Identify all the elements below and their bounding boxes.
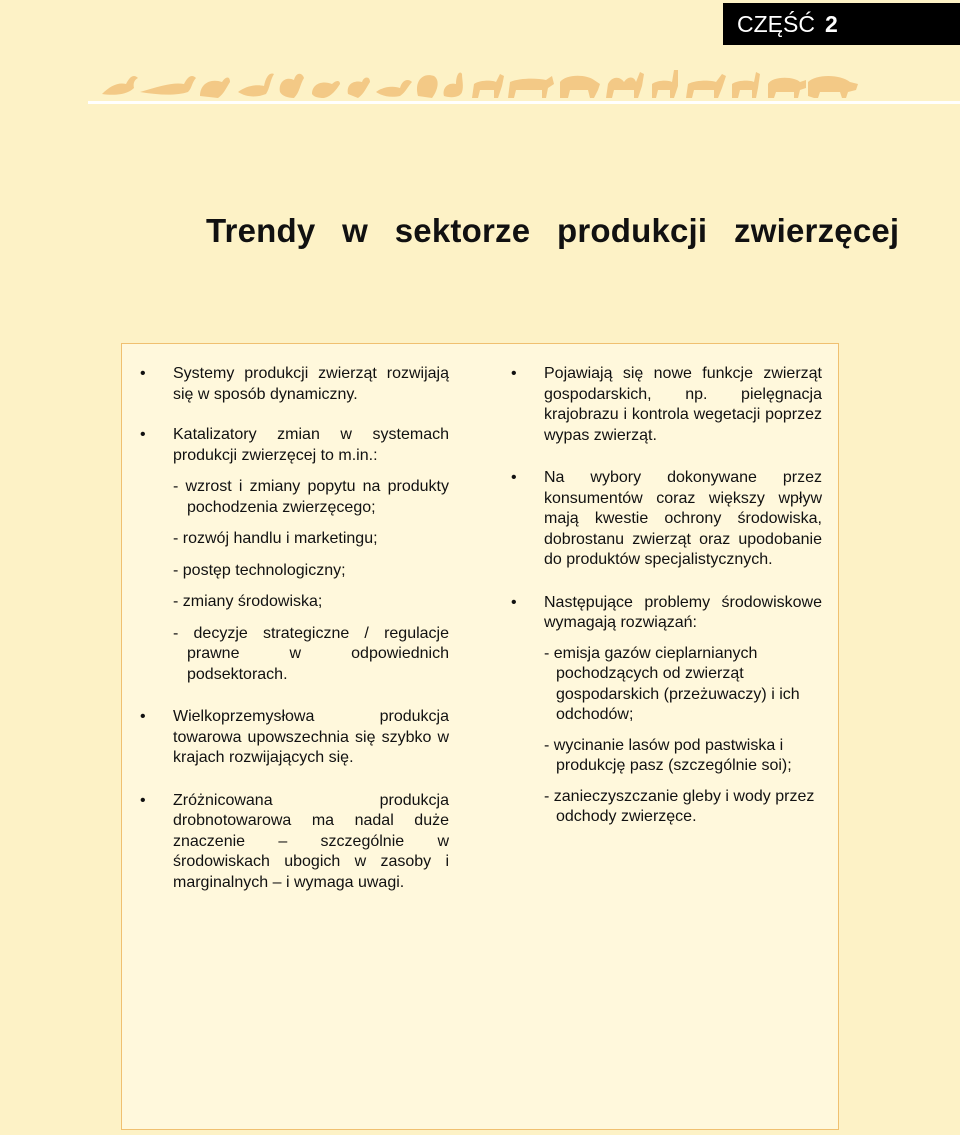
bullet-icon: • — [140, 708, 146, 725]
bullet-icon: • — [140, 791, 146, 809]
sub-item: - zanieczyszczanie gleby i wody przez odchody zwierzęce. — [544, 787, 815, 825]
rooster-icon — [280, 74, 304, 98]
sub-item: - emisja gazów cieplarnianych pochodzących od zwierząt gospodarskich (przeżuwaczy) i ich odchodów; — [544, 644, 800, 723]
cow-icon — [508, 76, 554, 98]
part-number: 2 — [824, 11, 838, 37]
duck-icon — [376, 80, 412, 97]
guinea-fowl-icon — [312, 81, 340, 98]
donkey-icon — [732, 72, 760, 98]
bullet-text: Zróżnicowana produkcja drobnotowarowa ma nadal duże znaczenie – szczególnie w środowiskach ubogich w zasoby i marginalnych – i wymaga uwagi. — [173, 791, 449, 891]
buffalo-icon — [560, 76, 600, 98]
goat-icon — [472, 74, 504, 98]
bullet-text: Pojawiają się nowe funkcje zwierząt gospodarskich, np. pielęgnacja krajobrazu i kontrola wegetacji poprzez wypas zwierząt. — [544, 365, 822, 444]
sub-item: - wzrost i zmiany popytu na produkty pochodzenia zwierzęcego; — [173, 478, 449, 516]
sheep-icon — [768, 78, 806, 98]
llama-icon — [652, 70, 678, 98]
sub-item: - decyzje strategiczne / regulacje prawne w odpowiednich podsektorach. — [173, 624, 449, 683]
left-column — [140, 364, 449, 893]
goose-icon — [238, 74, 274, 97]
part-label — [723, 3, 960, 45]
chicken-icon — [348, 78, 370, 99]
bullet-icon: • — [511, 593, 517, 611]
bullet-item — [140, 707, 449, 769]
camel-icon — [606, 72, 644, 98]
turkey-icon — [200, 78, 230, 99]
pig-icon — [808, 76, 858, 98]
right-column — [511, 364, 822, 828]
bullet-item — [511, 364, 822, 446]
bullet-icon: • — [140, 426, 146, 443]
bullet-item — [511, 468, 822, 571]
bullet-item — [511, 593, 822, 634]
bullet-icon: • — [140, 365, 146, 382]
pheasant-icon — [140, 76, 196, 95]
bullet-icon: • — [511, 365, 517, 382]
bullet-text: Na wybory dokonywane przez konsumentów coraz większy wpływ mają kwestie ochrony środowiska, dobrostanu zwierząt oraz upodobanie do produktów specjalistycznych. — [544, 469, 822, 568]
bullet-item — [140, 364, 449, 405]
bullet-text: Systemy produkcji zwierząt rozwijają się w sposób dynamiczny. — [173, 365, 449, 403]
sub-item: - zmiany środowiska; — [173, 593, 323, 610]
part-word: CZĘŚĆ — [737, 11, 815, 37]
header-divider — [88, 101, 960, 104]
bullet-text: Następujące problemy środowiskowe wymagają rozwiązań: — [544, 593, 822, 631]
rabbit-icon — [444, 72, 463, 97]
sub-item: - rozwój handlu i marketingu; — [173, 530, 378, 547]
bird-icon — [102, 76, 138, 95]
sub-item: - postęp technologiczny; — [173, 561, 346, 579]
bullet-icon: • — [511, 469, 517, 486]
content-panel — [121, 343, 839, 1130]
bullet-text: Katalizatory zmian w systemach produkcji zwierzęcej to m.in.: — [173, 426, 449, 464]
sub-item: - wycinanie lasów pod pastwiska i produkcję pasz (szczególnie soi); — [544, 736, 792, 774]
bullet-item — [140, 791, 449, 894]
bullet-text: Wielkoprzemysłowa produkcja towarowa upowszechnia się szybko w krajach rozwijających się. — [173, 708, 449, 766]
turkey-tail-icon — [417, 75, 438, 98]
horse-icon — [686, 74, 726, 98]
page-title: Trendy w sektorze produkcji zwierzęcej — [206, 212, 900, 249]
animal-silhouettes-strip — [100, 62, 860, 102]
bullet-item — [140, 425, 449, 466]
